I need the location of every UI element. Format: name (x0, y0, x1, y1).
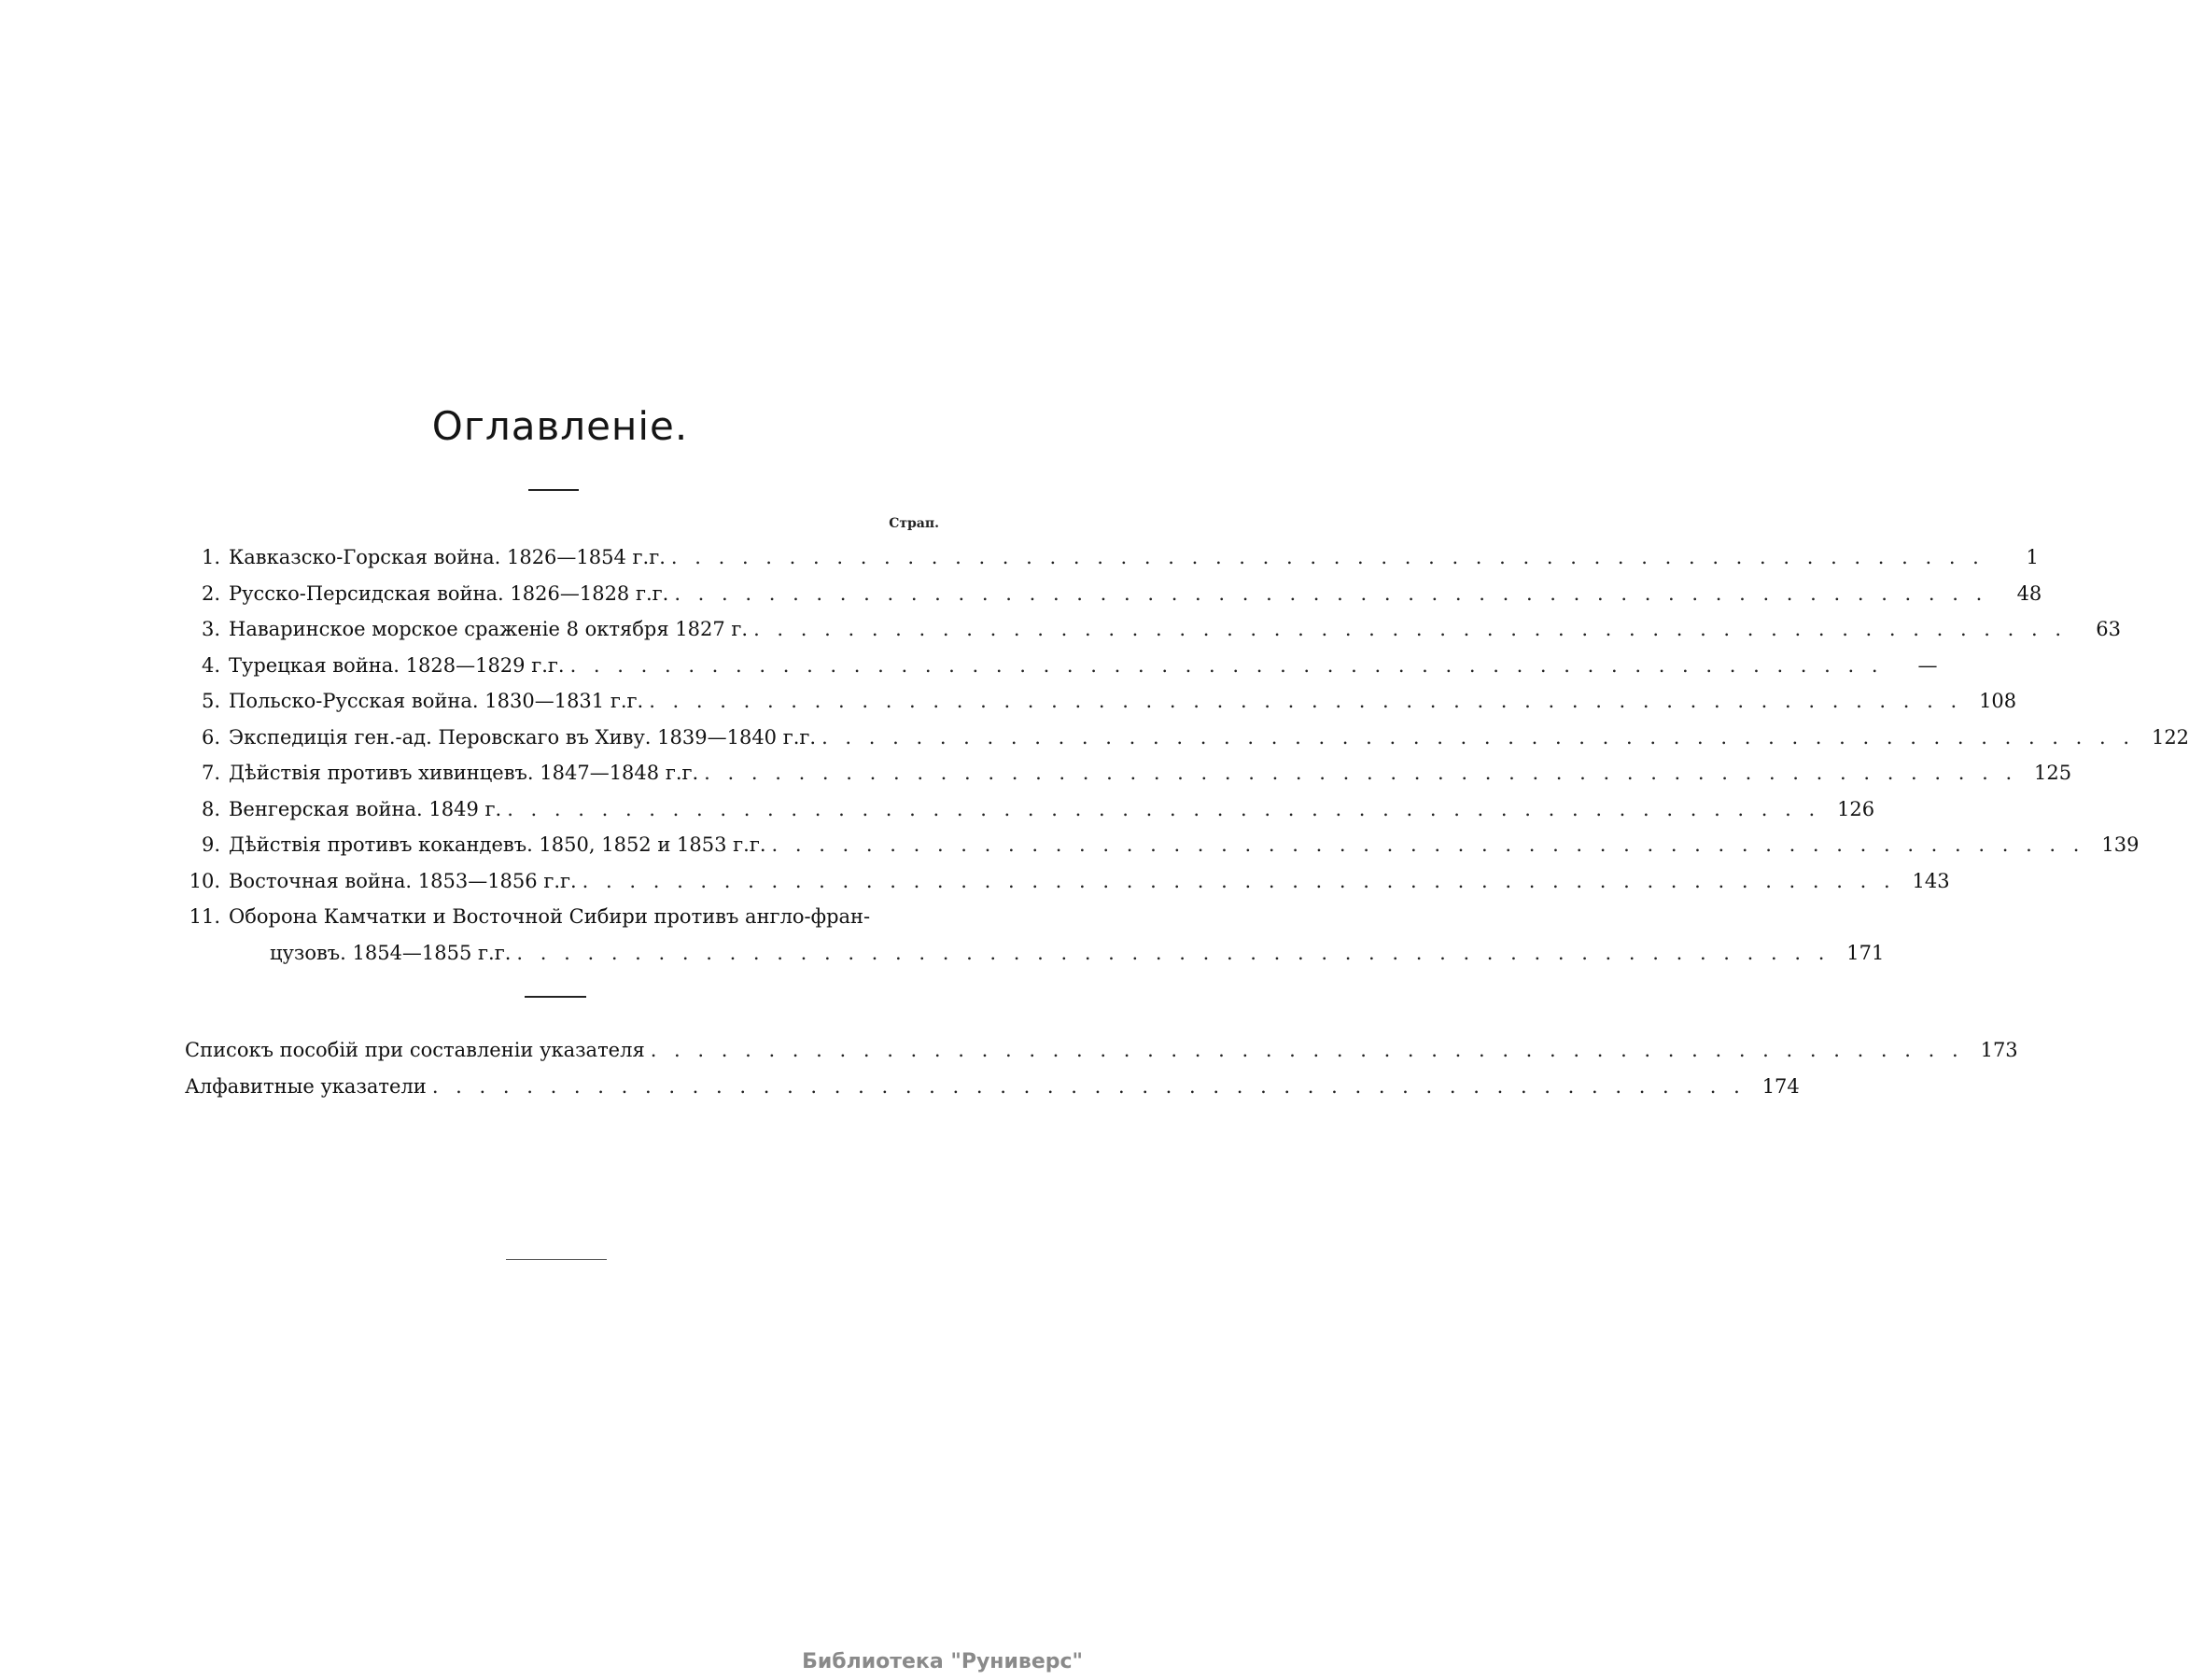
dot-leader (753, 611, 2067, 648)
toc-entry (175, 720, 2189, 756)
page-column-label: Страп. (889, 516, 939, 531)
dot-leader (772, 827, 2085, 863)
dot-leader (582, 863, 1896, 900)
entry-title: Кавказско-Горская война. 1826—1854 г.г. (229, 546, 666, 568)
entry-page: 173 (1980, 1039, 2018, 1061)
entry-title-line1: Оборона Камчатки и Восточной Сибири противъ англо-фран- (229, 905, 871, 928)
entry-title: Дѣйствія противъ кокандевъ. 1850, 1852 и 1853 г.г. (229, 833, 766, 856)
entry-title: Экспедиція ген.-ад. Перовскаго въ Хиву. 1839—1840 г.г. (229, 725, 817, 749)
entry-number: 7. (201, 762, 220, 784)
back-matter-entry (185, 1032, 2018, 1069)
page-title: Оглавленіе. (431, 403, 689, 449)
title-divider (528, 489, 579, 491)
entry-number: 5. (201, 690, 220, 712)
dot-leader (674, 576, 1987, 612)
entry-title-line2: цузовъ. 1854—1855 г.г. (270, 941, 512, 964)
entry-page: 126 (1837, 797, 1875, 820)
dot-leader (432, 1069, 1746, 1105)
toc-entry (175, 611, 2122, 648)
entry-number: 11. (189, 905, 220, 928)
entry-page: 63 (2096, 618, 2122, 640)
entry-page: 48 (2016, 581, 2042, 605)
toc-entry (175, 539, 2039, 576)
end-ornament-rule (506, 1259, 607, 1260)
entry-page: 139 (2101, 833, 2140, 856)
entry-title: Восточная война. 1853—1856 г.г. (229, 869, 577, 892)
dot-leader (507, 791, 1820, 828)
toc-entry (175, 576, 2042, 612)
entry-page: 125 (2034, 762, 2072, 784)
dot-leader (704, 755, 2017, 791)
toc-entry (175, 683, 2017, 720)
entry-title: Русско-Персидская война. 1826—1828 г.г. (229, 581, 669, 605)
entry-page: 143 (1912, 869, 1950, 892)
dot-leader (516, 935, 1830, 972)
entry-number: 6. (201, 725, 220, 749)
entry-number: 10. (189, 869, 220, 892)
toc-entry (175, 755, 2072, 791)
entry-title: Венгерская война. 1849 г. (229, 797, 502, 820)
entry-number: 3. (201, 618, 220, 640)
entry-page: 122 (2151, 725, 2189, 749)
entry-number: 9. (201, 833, 220, 856)
section-divider (525, 996, 586, 998)
toc-entry (175, 791, 1875, 828)
entry-number: 8. (201, 797, 220, 820)
entry-number: 1. (201, 546, 220, 568)
dot-leader (649, 683, 1962, 720)
entry-page: 171 (1846, 941, 1885, 964)
library-watermark: Библиотека "Руниверс" (802, 1650, 1083, 1673)
entry-title: Наваринское морское сраженіе 8 октября 1827 г. (229, 618, 749, 640)
entry-page: 174 (1761, 1074, 1800, 1098)
dot-leader (671, 539, 1985, 576)
entry-title: Алфавитные указатели (185, 1074, 427, 1098)
toc-entry (175, 827, 2140, 863)
entry-page: 1 (2026, 546, 2039, 568)
entry-page: — (1917, 653, 1938, 677)
dot-leader (821, 720, 2135, 756)
dot-leader (651, 1032, 1964, 1069)
back-matter (185, 1032, 2018, 1104)
toc-entry (175, 863, 1950, 900)
dot-leader (570, 648, 1884, 684)
entry-title: Дѣйствія противъ хивинцевъ. 1847—1848 г.г. (229, 762, 699, 784)
entry-title: Турецкая война. 1828—1829 г.г. (229, 653, 565, 677)
toc-entry (175, 899, 1885, 971)
table-of-contents (175, 539, 2189, 971)
toc-entry (175, 648, 1938, 684)
entry-title: Польско-Русская война. 1830—1831 г.г. (229, 690, 644, 712)
entry-number: 4. (201, 653, 220, 677)
entry-number: 2. (201, 581, 220, 605)
entry-page: 108 (1979, 690, 2017, 712)
back-matter-entry (185, 1069, 1800, 1105)
entry-title: Списокъ пособій при составленіи указателя (185, 1039, 645, 1061)
